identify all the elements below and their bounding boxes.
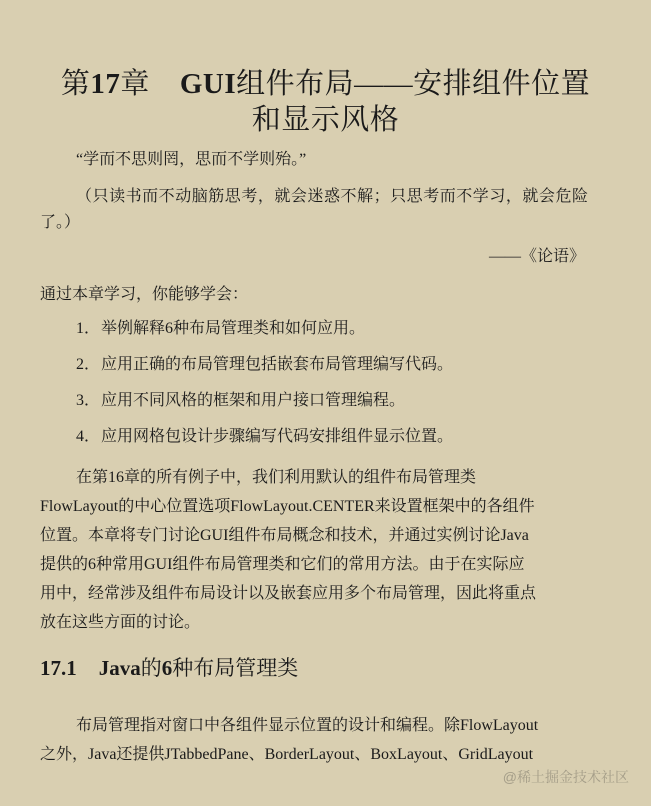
objective-item: 1．举例解释6种布局管理类和如何应用。 <box>76 320 366 337</box>
section-number: 17.1 <box>40 656 77 680</box>
intro-paragraph: 在第16章的所有例子中，我们利用默认的组件布局管理类 FlowLayout的中心位置选项FlowLayout.CENTER来设置框架中的各组件 位置。本章将专门讨论GUI组件布局概念和技术，并通过实例讨论Java 提供的6种常用GUI组件布局管理类和它们的常用方法。由于在实际应 用中，经常涉及组件布局设计以及嵌套应用多个布局管理，因此将重点 放在这些方面的讨论。 <box>40 469 537 631</box>
objectives-list <box>76 318 453 462</box>
epigraph-translation: （只读书而不动脑筋思考，就会迷惑不解；只思考而不学习，就会危险了。） <box>40 188 588 231</box>
chapter-number: 17 <box>90 68 121 100</box>
objective-item: 3．应用不同风格的框架和用户接口管理编程。 <box>76 392 406 409</box>
chapter-title-line-1: 第17章 GUI组件布局——安排组件位置 <box>60 68 591 100</box>
chapter-title-line-2: 和显示风格 <box>251 104 400 136</box>
epigraph-quote: “学而不思则罔，思而不学则殆。” <box>76 151 307 168</box>
watermark: @稀土掘金技术社区 <box>502 769 629 785</box>
section-heading: 17.1 Java的6种布局管理类 <box>40 656 299 680</box>
objective-item: 2．应用正确的布局管理包括嵌套布局管理编写代码。 <box>76 356 454 373</box>
objectives-intro: 通过本章学习，你能够学会： <box>40 286 249 303</box>
section-paragraph: 布局管理指对窗口中各组件显示位置的设计和编程。除FlowLayout 之外，Java还提供JTabbedPane、BorderLayout、BoxLayout、GridLayout <box>40 717 539 763</box>
chapter-title <box>0 66 651 138</box>
epigraph-source: ——《论语》 <box>488 248 585 265</box>
objective-item: 4．应用网格包设计步骤编写代码安排组件显示位置。 <box>76 428 454 445</box>
